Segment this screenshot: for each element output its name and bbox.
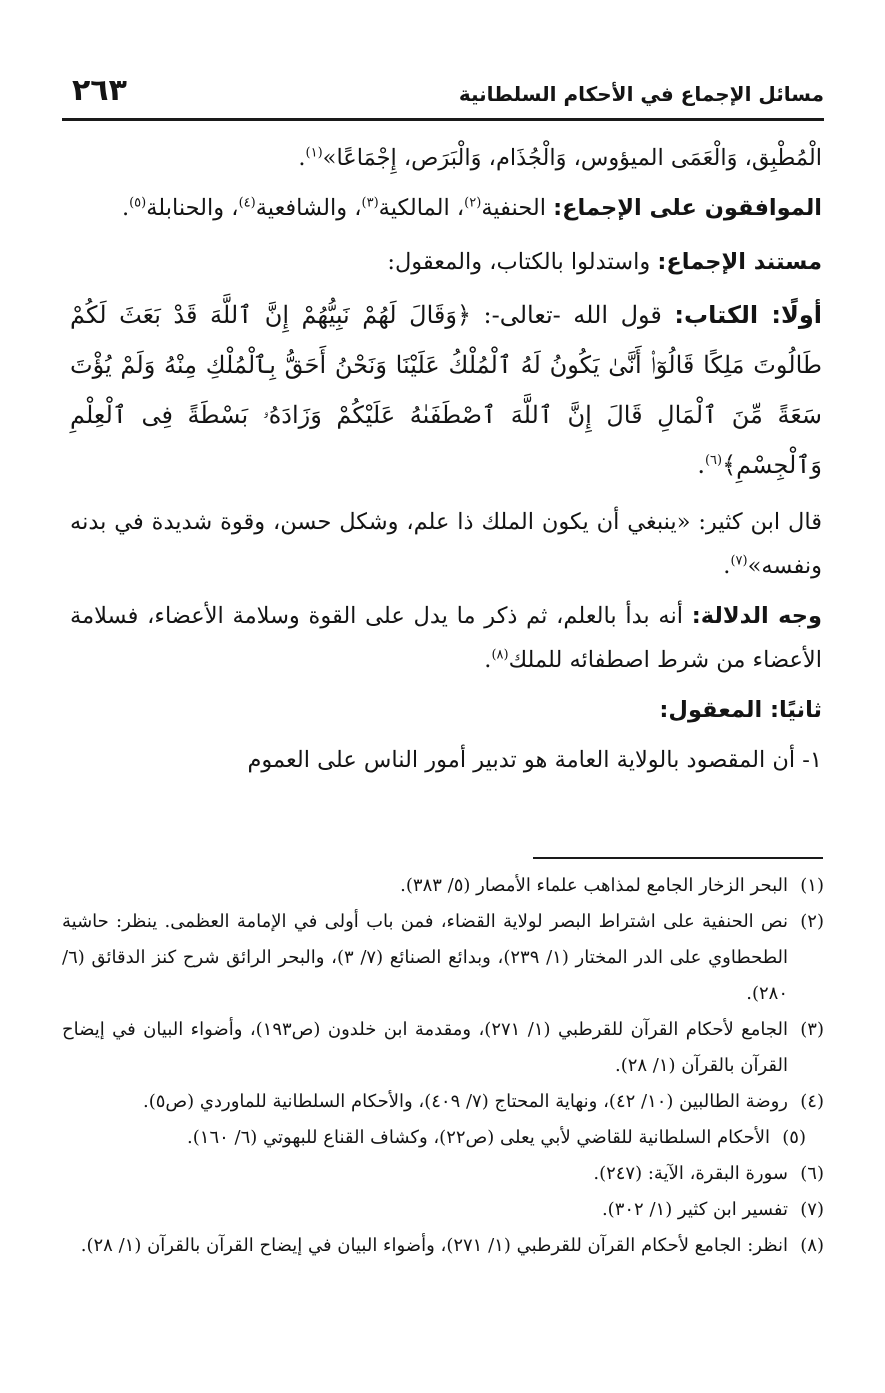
- page-number: ٢٦٣: [72, 73, 127, 108]
- footnote-ref[interactable]: (٢): [464, 195, 482, 211]
- footnote-number: (٣): [800, 1019, 824, 1040]
- page-header: [62, 56, 824, 114]
- footnote-item: [62, 868, 824, 904]
- footnote-item: [62, 1012, 824, 1084]
- footnote-text: سورة البقرة، الآية: (٢٤٧).: [593, 1163, 788, 1184]
- paragraph-ibn-kathir: قال ابن كثير: «ينبغي أن يكون الملك ذا علم، وشكل حسن، وقوة شديدة في بدنه ونفسه»$^{(٧)}$.: [70, 509, 822, 579]
- footnote-item: [62, 904, 824, 1012]
- footnote-number: (١): [800, 875, 824, 896]
- footnote-ref[interactable]: (١): [305, 145, 323, 161]
- footnote-number: (٨): [800, 1235, 824, 1256]
- footnote-text: انظر: الجامع لأحكام القرآن للقرطبي (١/ ٢٧١)، وأضواء البيان في إيضاح القرآن بالقرآن (١/ ٢٨).: [80, 1235, 788, 1256]
- paragraph-indication: وجه الدلالة: أنه بدأ بالعلم، ثم ذكر ما يدل على القوة وسلامة الأعضاء، فسلامة الأعضاء من شرط اصطفائه للملك$^{(٨)}$.: [70, 603, 822, 673]
- section-label: مستند الإجماع:: [657, 249, 822, 275]
- quran-verse: ﴿وَقَالَ لَهُمْ نَبِيُّهُمْ إِنَّ ٱللَّهَ قَدْ بَعَثَ لَكُمْ طَالُوتَ مَلِكًا قَالُوٓا۟ أَنَّىٰ يَكُونُ لَهُ ٱلْمُلْكُ عَلَيْنَا وَنَحْنُ أَحَقُّ بِٱلْمُلْكِ مِنْهُ وَلَمْ يُؤْتَ سَعَةً مِّنَ ٱلْمَالِ قَالَ إِنَّ ٱللَّهَ ٱصْطَفَىٰهُ عَلَيْكُمْ وَزَادَهُۥ بَسْطَةً فِى ٱلْعِلْمِ وَٱلْجِسْمِ﴾: [70, 301, 822, 479]
- section-label: ثانيًا: المعقول:: [659, 697, 822, 723]
- footnote-ref[interactable]: (٥): [129, 195, 147, 211]
- footnote-item: [62, 1228, 824, 1264]
- footnote-text: روضة الطالبين (١٠/ ٤٢)، ونهاية المحتاج (٧/ ٤٠٩)، والأحكام السلطانية للماوردي (ص٥).: [142, 1091, 788, 1112]
- main-text: [70, 136, 822, 788]
- footnote-divider: [533, 857, 823, 859]
- footnote-text: الجامع لأحكام القرآن للقرطبي (١/ ٢٧١)، ومقدمة ابن خلدون (ص١٩٣)، وأضواء البيان في إيضاح القرآن بالقرآن (١/ ٢٨).: [62, 1019, 788, 1076]
- footnote-number: (٧): [800, 1199, 824, 1220]
- footnote-number: (٥): [782, 1127, 806, 1148]
- footnote-ref[interactable]: (٦): [704, 453, 723, 468]
- footnote-item: [62, 1084, 824, 1120]
- section-label: وجه الدلالة:: [691, 603, 822, 629]
- footnote-text: الأحكام السلطانية للقاضي لأبي يعلى (ص٢٢)، وكشاف القناع للبهوتي (٦/ ١٦٠).: [187, 1127, 770, 1148]
- footnote-item: [62, 1156, 824, 1192]
- paragraph-reasoning-point-1: ١- أن المقصود بالولاية العامة هو تدبير أمور الناس على العموم: [247, 747, 822, 773]
- section-label: الموافقون على الإجماع:: [553, 195, 822, 221]
- paragraph-agreeing-schools: الموافقون على الإجماع: الحنفية$^{(٢)}$، المالكية$^{(٣)}$، والشافعية$^{(٤)}$، والحنابلة$^{(٥)}$.: [121, 195, 822, 221]
- footnote-item: [62, 1120, 824, 1156]
- footnote-number: (٤): [800, 1091, 824, 1112]
- paragraph-quran-evidence: أولًا: الكتاب: قول الله -تعالى-: ﴿وَقَالَ لَهُمْ نَبِيُّهُمْ إِنَّ ٱللَّهَ قَدْ بَعَثَ لَكُمْ طَالُوتَ مَلِكًا قَالُوٓا۟ أَنَّىٰ يَكُونُ لَهُ ٱلْمُلْكُ عَلَيْنَا وَنَحْنُ أَحَقُّ بِٱلْمُلْكِ مِنْهُ وَلَمْ يُؤْتَ سَعَةً مِّنَ ٱلْمَالِ قَالَ إِنَّ ٱللَّهَ ٱصْطَفَىٰهُ عَلَيْكُمْ وَزَادَهُۥ بَسْطَةً فِى ٱلْعِلْمِ وَٱلْجِسْمِ﴾$^{(٦)}$.: [70, 301, 823, 479]
- footnote-ref[interactable]: (٧): [730, 553, 748, 569]
- footnote-ref[interactable]: (٤): [238, 195, 256, 211]
- footnotes: [62, 868, 824, 1264]
- footnote-text: تفسير ابن كثير (١/ ٣٠٢).: [601, 1199, 788, 1220]
- footnote-number: (٢): [800, 911, 824, 932]
- running-title: مسائل الإجماع في الأحكام السلطانية: [458, 82, 824, 106]
- footnote-ref[interactable]: (٣): [361, 195, 379, 211]
- footnote-number: (٦): [800, 1163, 824, 1184]
- paragraph-quote-end: الْمُطْبِق، وَالْعَمَى الميؤوس، وَالْجُذَام، وَالْبَرَص، إِجْمَاعًا»$^{(١)}$.: [298, 145, 822, 171]
- section-label: أولًا: الكتاب:: [674, 301, 823, 329]
- header-divider: [62, 118, 824, 121]
- footnote-text: البحر الزخار الجامع لمذاهب علماء الأمصار (٥/ ٣٨٣).: [400, 875, 788, 896]
- footnote-text: نص الحنفية على اشتراط البصر لولاية القضاء، فمن باب أولى في الإمامة العظمى. ينظر: حاشية الطحطاوي على الدر المختار (١/ ٢٣٩)، وبدائع الصنائع (٧/ ٣)، والبحر الرائق شرح كنز الدقائق (٦/ ٢٨٠).: [62, 911, 788, 1004]
- footnote-item: [62, 1192, 824, 1228]
- paragraph-reasoning-heading: [70, 688, 822, 732]
- paragraph-basis: مستند الإجماع: واستدلوا بالكتاب، والمعقول:: [387, 249, 822, 275]
- footnote-ref[interactable]: (٨): [491, 647, 509, 663]
